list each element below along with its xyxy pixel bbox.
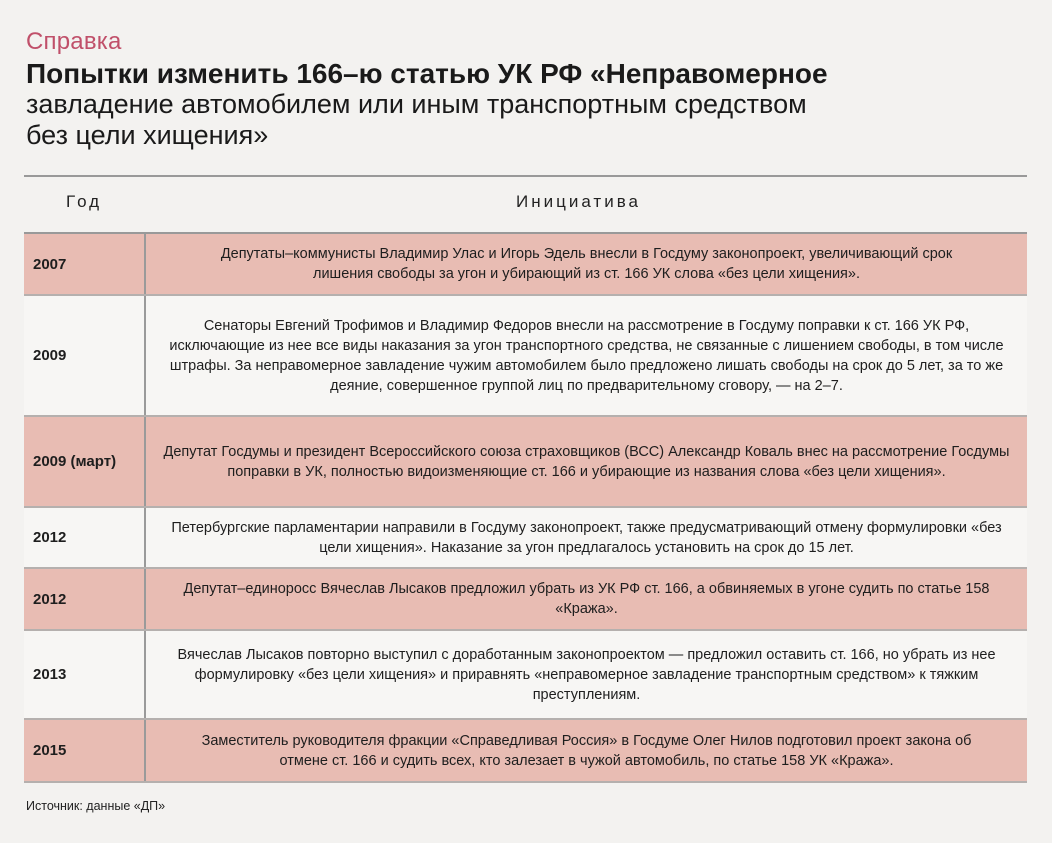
row-year: 2009 <box>24 296 146 415</box>
title-line-2: завладение автомобилем или иным транспортным средством <box>26 89 807 119</box>
row-initiative: Депутат Госдумы и президент Всероссийского союза страховщиков (ВСС) Александр Коваль внес на рассмотрение Госдумы поправки в УК, полностью видоизменяющие ст. 166 и убирающие из названия слова «без цели хищения». <box>163 443 1010 480</box>
table-row <box>24 417 1027 508</box>
title-bold: Попытки изменить 166–ю статью УК РФ «Неправомерное <box>26 58 828 89</box>
row-year: 2012 <box>24 569 146 629</box>
row-initiative: Депутаты–коммунисты Владимир Улас и Игорь Эдель внесли в Госдуму законопроект, увеличивающий срок лишения свободы за угон и убирающий из ст. 166 УК слова «без цели хищения». <box>220 246 953 282</box>
kicker: Справка <box>26 28 122 55</box>
row-year: 2009 (март) <box>24 417 146 506</box>
table-row <box>24 569 1027 631</box>
page-title <box>26 58 1036 151</box>
row-year: 2007 <box>24 234 146 294</box>
row-initiative: Заместитель руководителя фракции «Справедливая Россия» в Госдуме Олег Нилов подготовил проект закона об отмене ст. 166 и судить всех, кто залезает в чужой автомобиль, по статье 158 УК «Кража». <box>201 732 972 769</box>
table-row <box>24 234 1027 296</box>
table-row <box>24 508 1027 569</box>
table-row <box>24 631 1027 720</box>
initiatives-table <box>24 232 1027 783</box>
row-year: 2012 <box>24 508 146 567</box>
row-initiative: Депутат–единоросс Вячеслав Лысаков предложил убрать из УК РФ ст. 166, а обвиняемых в угоне судить по статье 158 «Кража». <box>183 581 990 617</box>
column-header-year: Год <box>66 192 103 211</box>
top-rule <box>24 175 1027 177</box>
source-note: Источник: данные «ДП» <box>26 799 166 813</box>
column-header-initiative: Инициатива <box>516 192 641 211</box>
row-initiative: Петербургские парламентарии направили в Госдуму законопроект, также предусматривающий отмену формулировки «без цели хищения». Наказание за угон предлагалось установить на срок до 15 лет. <box>171 519 1002 556</box>
row-year: 2013 <box>24 631 146 718</box>
table-row <box>24 296 1027 417</box>
table-row <box>24 720 1027 783</box>
row-initiative: Вячеслав Лысаков повторно выступил с доработанным законопроектом — предложил оставить ст. 166, но убрать из нее формулировку «без цели хищения» и приравнять «неправомерное завладение транспортным средством» к тяжким преступлениям. <box>177 646 996 703</box>
row-initiative: Сенаторы Евгений Трофимов и Владимир Федоров внесли на рассмотрение в Госдуму поправки к ст. 166 УК РФ, исключающие из нее все виды наказания за угон транспортного средства, не связанные с лишением свободы, в том числе штрафы. За неправомерное завладение чужим автомобилем было предложено лишать свободы на срок до 5 лет, за то же деяние, совершенное группой лиц по предварительному сговору, — на 2–7. <box>169 317 1004 394</box>
title-line-3: без цели хищения» <box>26 120 269 150</box>
row-year: 2015 <box>24 720 146 781</box>
